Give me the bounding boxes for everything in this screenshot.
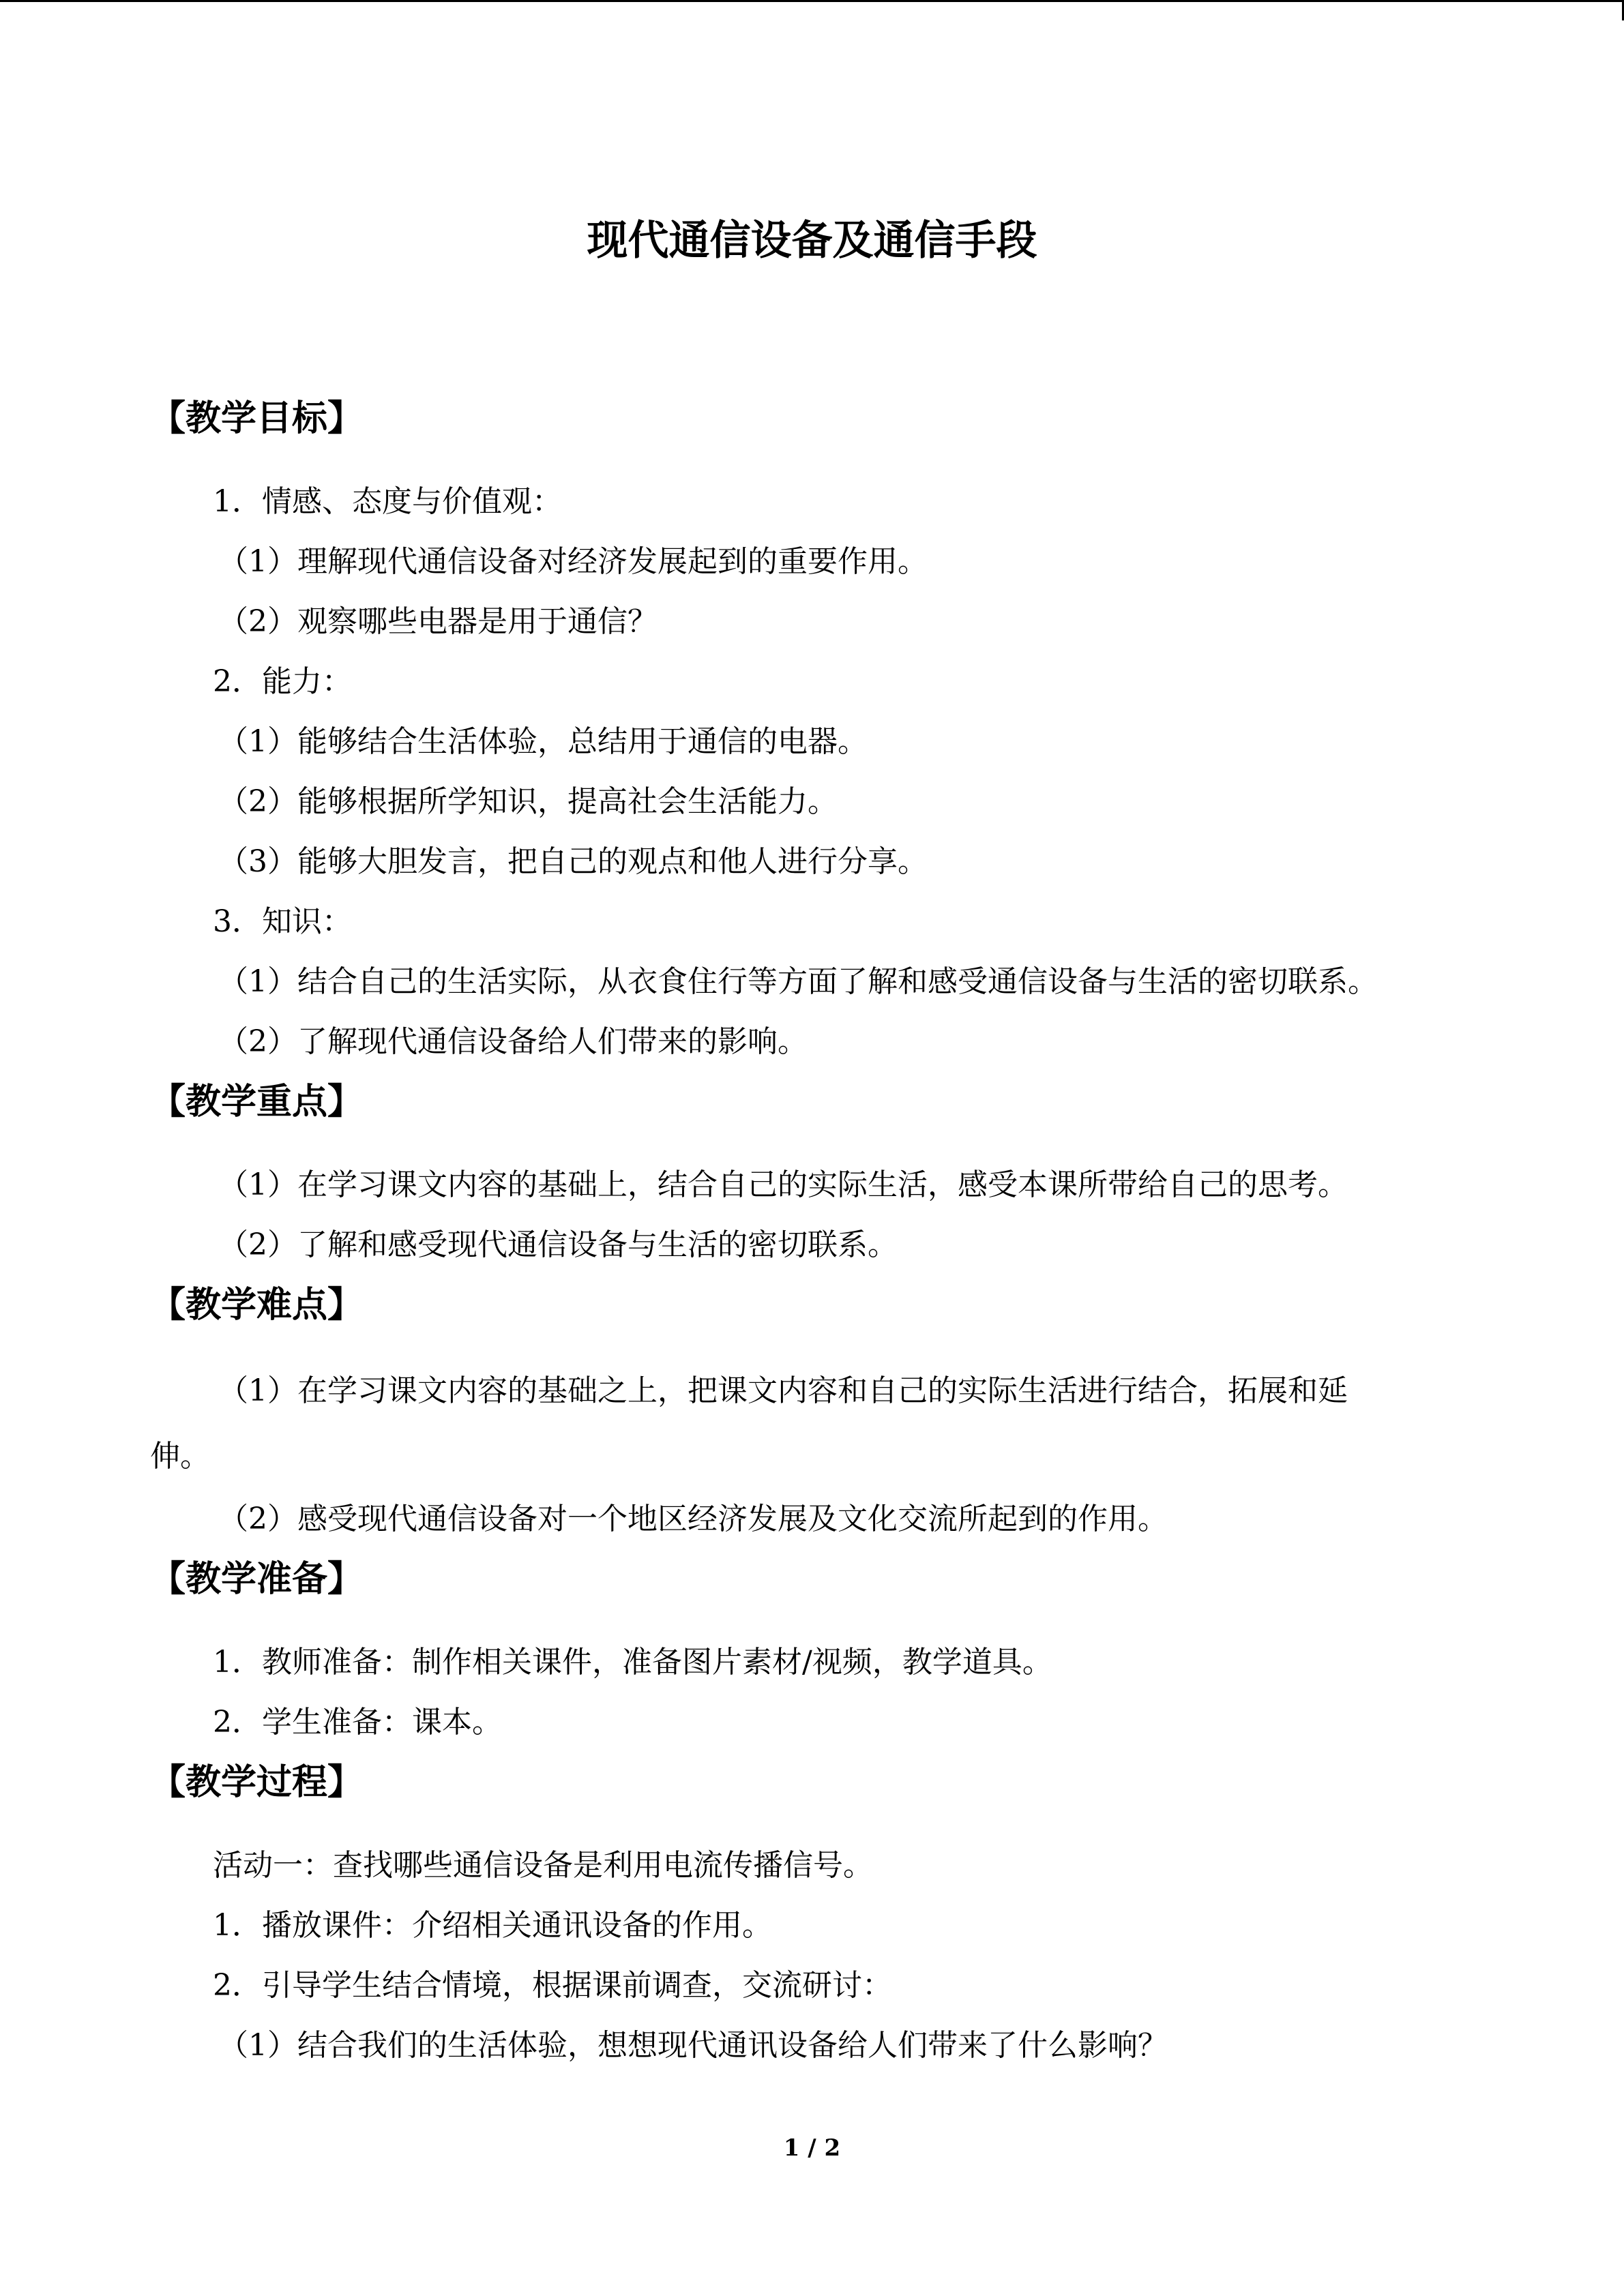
goals-line: （3）能够大胆发言，把自己的观点和他人进行分享。 xyxy=(218,844,928,879)
section-heading-goals: 【教学目标】 xyxy=(150,398,364,439)
section-heading-preparation: 【教学准备】 xyxy=(150,1558,364,1600)
goals-line: （2）能够根据所学知识，提高社会生活能力。 xyxy=(218,784,838,819)
document-body xyxy=(150,389,1473,2076)
preparation-line: 2．学生准备：课本。 xyxy=(213,1705,502,1740)
section-heading-key-points: 【教学重点】 xyxy=(150,1081,364,1122)
key-points-line: （1）在学习课文内容的基础上，结合自己的实际生活，感受本课所带给自己的思考。 xyxy=(218,1167,1348,1202)
goals-line: （1）结合自己的生活实际，从衣食住行等方面了解和感受通信设备与生活的密切联系。 xyxy=(218,964,1378,999)
difficulties-line: （1）在学习课文内容的基础之上，把课文内容和自己的实际生活进行结合，拓展和延 xyxy=(218,1373,1348,1408)
difficulties-line: （2）感受现代通信设备对一个地区经济发展及文化交流所起到的作用。 xyxy=(218,1502,1168,1536)
process-line: 活动一：查找哪些通信设备是利用电流传播信号。 xyxy=(213,1848,873,1883)
goals-line: 1．情感、态度与价值观： xyxy=(213,484,562,519)
process-line: 1．播放课件：介绍相关通讯设备的作用。 xyxy=(213,1908,772,1943)
difficulties-line-continued: 伸。 xyxy=(150,1439,210,1474)
goals-line: （1）能够结合生活体验，总结用于通信的电器。 xyxy=(218,724,868,759)
process-line: 2．引导学生结合情境，根据课前调查，交流研讨： xyxy=(213,1968,892,2003)
goals-line: （2）了解现代通信设备给人们带来的影响。 xyxy=(218,1024,808,1059)
goals-line: （1）理解现代通信设备对经济发展起到的重要作用。 xyxy=(218,544,928,579)
goals-line: 2．能力： xyxy=(213,664,352,699)
preparation-line: 1．教师准备：制作相关课件，准备图片素材/视频，教学道具。 xyxy=(213,1645,1052,1680)
top-border-line xyxy=(0,0,1624,2)
goals-line: 3．知识： xyxy=(213,904,352,939)
process-line: （1）结合我们的生活体验，想想现代通讯设备给人们带来了什么影响？ xyxy=(218,2028,1168,2063)
document-title: 现代通信设备及通信手段 xyxy=(587,217,1037,265)
page-number: 1 / 2 xyxy=(783,2134,841,2162)
section-heading-difficulties: 【教学难点】 xyxy=(150,1284,364,1326)
section-heading-process: 【教学过程】 xyxy=(150,1761,364,1803)
goals-line: （2）观察哪些电器是用于通信？ xyxy=(218,604,658,639)
key-points-line: （2）了解和感受现代通信设备与生活的密切联系。 xyxy=(218,1227,898,1262)
